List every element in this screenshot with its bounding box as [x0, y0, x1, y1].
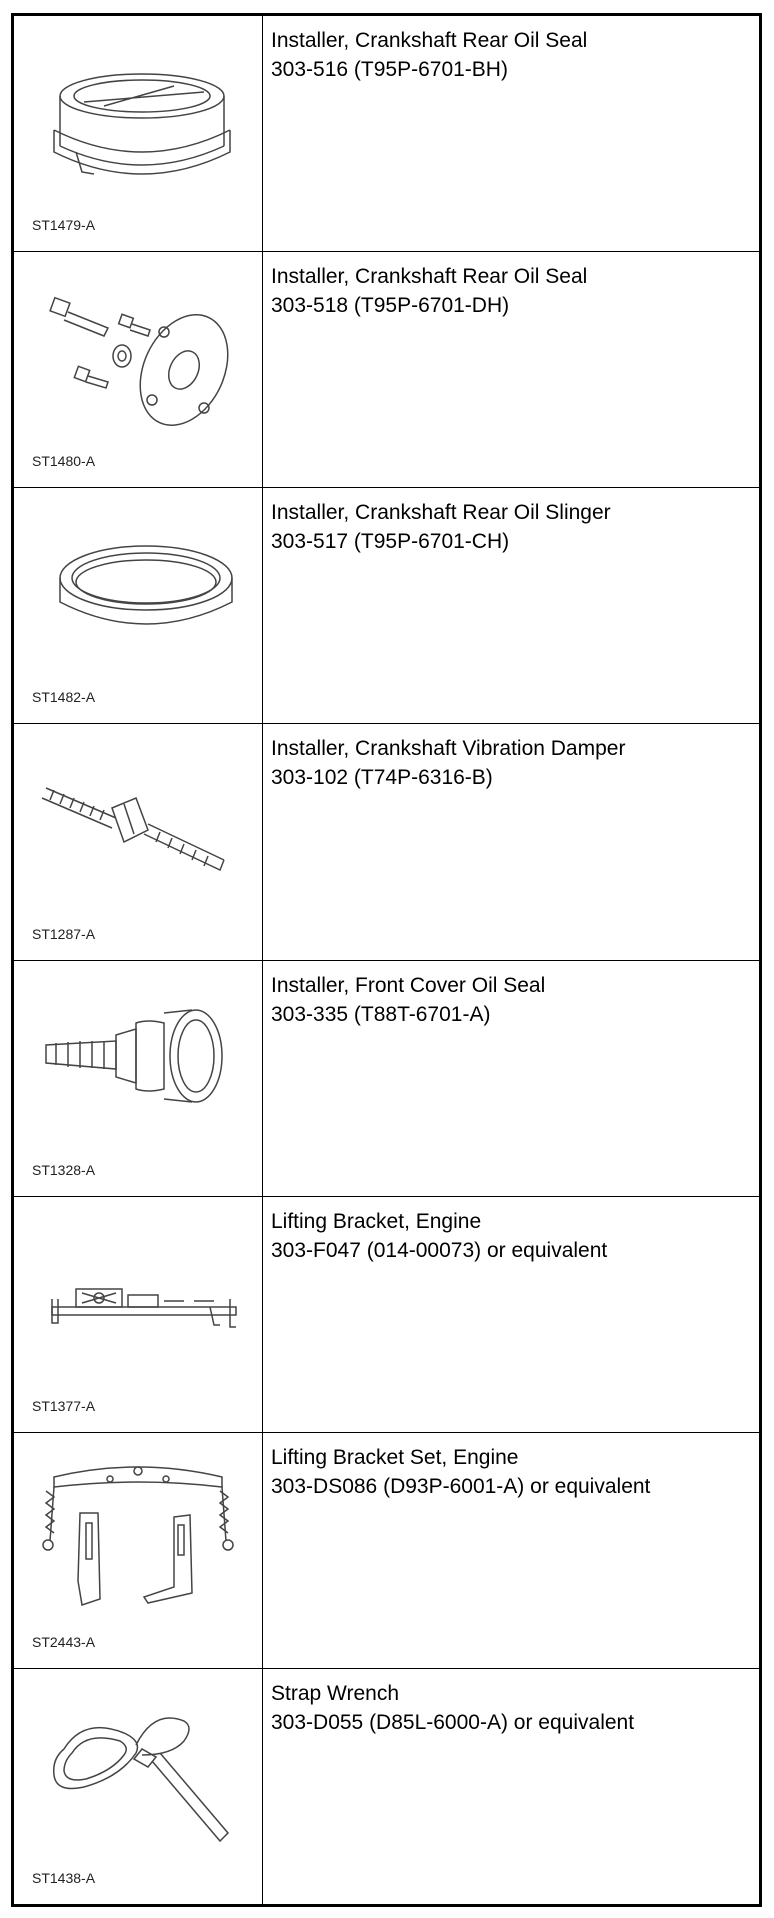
table-row [14, 1197, 759, 1433]
table-row [14, 1433, 759, 1669]
tool-description-cell [263, 1433, 759, 1668]
table-row [14, 724, 759, 960]
tool-name: Installer, Crankshaft Rear Oil Seal [271, 265, 588, 289]
tool-description-cell [263, 1669, 759, 1904]
tool-name: Strap Wrench [271, 1681, 399, 1705]
table-row [14, 252, 759, 488]
table-row [14, 1669, 759, 1904]
table-row [14, 16, 759, 252]
tool-code: ST1479-A [32, 217, 96, 234]
tool-description-cell [263, 252, 759, 487]
tool-number: 303-335 (T88T-6701-A) [271, 1002, 491, 1026]
tool-illustration-cell [14, 1433, 263, 1668]
tool-name: Installer, Crankshaft Vibration Damper [271, 737, 626, 761]
tool-number: 303-102 (T74P-6316-B) [271, 766, 493, 790]
tool-description-cell [263, 961, 759, 1196]
table-row [14, 488, 759, 724]
tool-illustration-cell [14, 961, 263, 1196]
oil-slinger-installer-icon [24, 506, 252, 682]
tool-number: 303-517 (T95P-6701-CH) [271, 530, 510, 554]
tool-description-cell [263, 1197, 759, 1432]
tool-number: 303-D055 (D85L-6000-A) or equivalent [271, 1710, 635, 1734]
engine-lifting-bracket-icon [24, 1215, 252, 1391]
tool-name: Installer, Crankshaft Rear Oil Seal [271, 29, 588, 52]
tool-code: ST1438-A [32, 1870, 96, 1886]
special-tools-table [11, 13, 762, 1907]
tool-illustration-cell [14, 488, 263, 723]
tool-number: 303-518 (T95P-6701-DH) [271, 294, 510, 318]
tool-name: Lifting Bracket, Engine [271, 1209, 482, 1233]
rear-oil-seal-installer-icon [24, 34, 252, 210]
tool-illustration-cell [14, 252, 263, 487]
tool-description-cell [263, 16, 759, 251]
tool-illustration-cell [14, 16, 263, 251]
tool-illustration-cell [14, 724, 263, 959]
tool-illustration-cell [14, 1197, 263, 1432]
tool-name: Installer, Front Cover Oil Seal [271, 973, 546, 997]
front-cover-seal-installer-icon [24, 979, 252, 1155]
tool-description-cell [263, 724, 759, 959]
tool-number: 303-F047 (014-00073) or equivalent [271, 1238, 608, 1262]
table-row [14, 961, 759, 1197]
strap-wrench-icon [24, 1687, 252, 1863]
tool-code: ST1480-A [32, 453, 96, 470]
tool-number: 303-516 (T95P-6701-BH) [271, 58, 508, 81]
lifting-bracket-set-icon [24, 1451, 252, 1627]
tool-number: 303-DS086 (D93P-6001-A) or equivalent [271, 1474, 651, 1498]
tool-illustration-cell [14, 1669, 263, 1904]
tool-description-cell [263, 488, 759, 723]
tool-code: ST1287-A [32, 925, 96, 942]
tool-name: Installer, Crankshaft Rear Oil Slinger [271, 501, 611, 525]
tool-code: ST2443-A [32, 1633, 96, 1650]
tool-name: Lifting Bracket Set, Engine [271, 1445, 519, 1469]
tool-code: ST1377-A [32, 1397, 96, 1414]
tool-code: ST1482-A [32, 689, 96, 706]
vibration-damper-installer-icon [24, 742, 252, 918]
tool-code: ST1328-A [32, 1161, 96, 1178]
seal-installer-kit-icon [24, 270, 252, 446]
